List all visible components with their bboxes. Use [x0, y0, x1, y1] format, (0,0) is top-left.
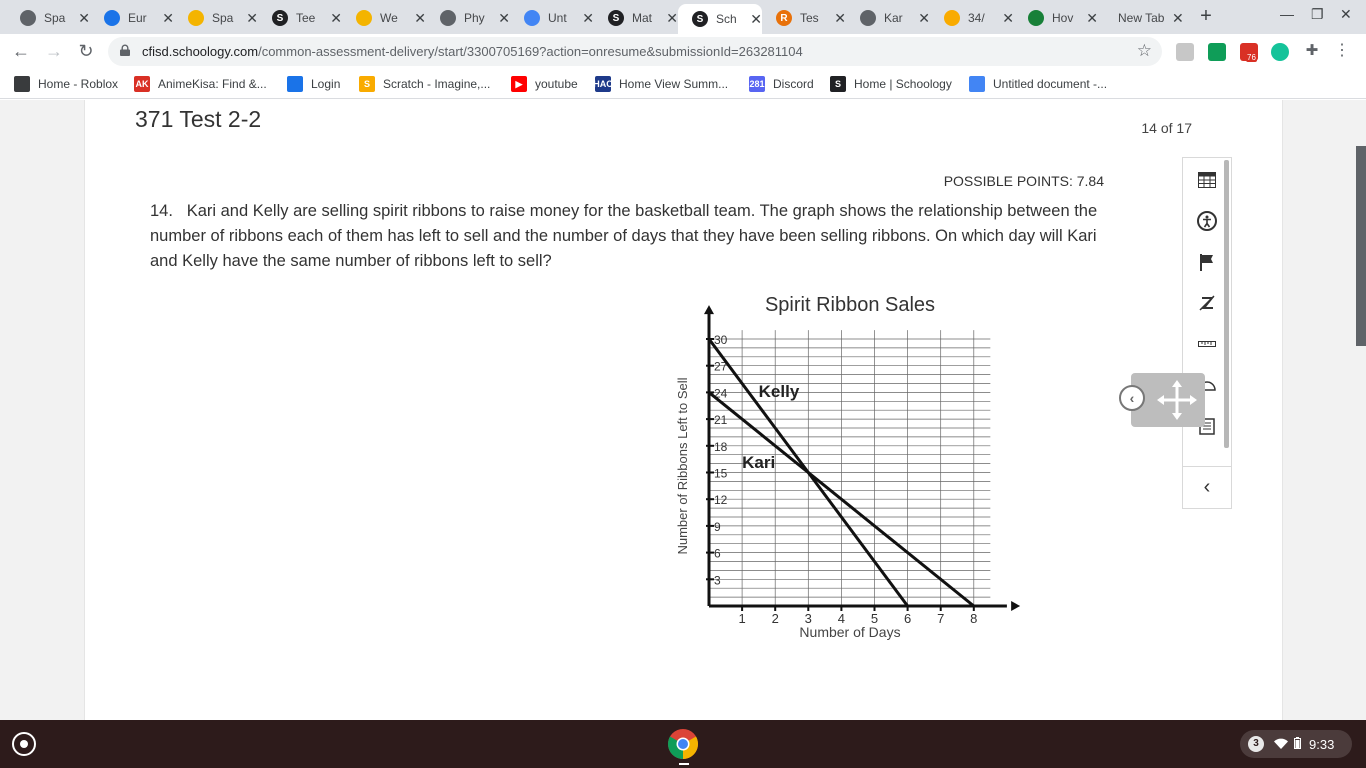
tab-close-icon[interactable]: ✕ [750, 10, 762, 27]
bookmark-label: Home | Schoology [854, 77, 952, 91]
x-tick-label: 3 [804, 611, 812, 626]
tab-label: Kar [884, 11, 903, 25]
x-tick-label: 1 [738, 611, 746, 626]
extension-icon-3[interactable] [1240, 43, 1258, 61]
tab-label: Eur [128, 11, 147, 25]
tab-close-icon[interactable]: ✕ [246, 9, 258, 26]
extension-badge: 76 [1247, 53, 1256, 62]
bookmark-1[interactable] [134, 76, 267, 92]
tab-label: Mat [632, 11, 653, 25]
tab-label: Hov [1052, 11, 1074, 25]
tab-label: Spa [44, 11, 66, 25]
launcher-icon[interactable] [12, 732, 36, 756]
extension-icon-2[interactable] [1208, 43, 1226, 61]
flag-icon[interactable] [1195, 250, 1219, 274]
y-tick-label: 12 [714, 493, 728, 508]
question-text [150, 199, 1100, 274]
bookmark-7[interactable] [830, 76, 952, 92]
x-tick-label: 8 [970, 611, 978, 626]
clock-time: 9:33 [1309, 736, 1335, 752]
tab-12[interactable] [1014, 4, 1098, 32]
tab-favicon-icon: S [692, 11, 708, 27]
bookmark-3[interactable] [359, 76, 490, 92]
restore-icon[interactable]: ❐ [1311, 6, 1324, 22]
url-path: /common-assessment-delivery/start/3300705169?action=onresume&submissionId=263281104 [258, 44, 803, 59]
y-tick-label: 15 [714, 466, 728, 481]
bookmarks-bar [0, 69, 1366, 99]
tab-close-icon[interactable]: ✕ [498, 9, 510, 26]
tab-favicon-icon [188, 10, 204, 26]
tab-label: Tes [800, 11, 819, 25]
active-app-indicator [679, 763, 689, 765]
tab-favicon-icon [356, 10, 372, 26]
strikethrough-icon[interactable] [1195, 291, 1219, 315]
question-counter: 14 of 17 [1141, 120, 1192, 136]
status-tray[interactable] [1240, 730, 1352, 758]
tab-6[interactable] [510, 4, 594, 32]
tab-close-icon[interactable]: ✕ [78, 9, 90, 26]
tab-7[interactable] [594, 4, 678, 32]
tab-close-icon[interactable]: ✕ [834, 9, 846, 26]
tab-label: New Tab [1118, 11, 1165, 25]
tab-close-icon[interactable]: ✕ [1086, 9, 1098, 26]
battery-icon [1294, 737, 1301, 752]
tab-3[interactable] [258, 4, 342, 32]
bookmark-favicon-icon: HAC [595, 76, 611, 92]
tools-scrollbar[interactable] [1224, 160, 1229, 448]
bookmark-6[interactable] [749, 76, 814, 92]
y-tick-label: 9 [714, 519, 721, 534]
back-button[interactable]: ← [12, 41, 30, 61]
lock-icon [120, 45, 130, 56]
tab-label: Spa [212, 11, 234, 25]
bookmark-8[interactable] [969, 76, 1107, 92]
x-axis-label: Number of Days [799, 624, 901, 640]
tab-close-icon[interactable]: ✕ [162, 9, 174, 26]
browser-toolbar [0, 34, 1366, 69]
y-tick-label: 18 [714, 439, 728, 454]
bookmark-0[interactable] [14, 76, 118, 92]
tab-label: Phy [464, 11, 485, 25]
tab-strip [0, 0, 1366, 34]
possible-points: POSSIBLE POINTS: 7.84 [943, 173, 1104, 189]
y-axis-label: Number of Ribbons Left to Sell [675, 377, 690, 555]
series-label-kelly: Kelly [758, 381, 800, 401]
bookmark-favicon-icon [287, 76, 303, 92]
bookmark-2[interactable] [287, 76, 340, 92]
extensions-puzzle-icon[interactable]: ✚ [1305, 42, 1319, 59]
question-number: 14. [150, 202, 173, 220]
tools-panel [1182, 157, 1232, 509]
x-axis-arrow [1011, 601, 1020, 611]
tab-favicon-icon: R [776, 10, 792, 26]
bookmark-favicon-icon [969, 76, 985, 92]
tab-close-icon[interactable]: ✕ [582, 9, 594, 26]
tab-8[interactable] [678, 4, 762, 34]
tab-favicon-icon [20, 10, 36, 26]
tab-favicon-icon [104, 10, 120, 26]
series-label-kari: Kari [742, 453, 776, 473]
test-title: 371 Test 2-2 [135, 106, 262, 132]
x-tick-label: 2 [771, 611, 779, 626]
tab-close-icon[interactable]: ✕ [414, 9, 426, 26]
assessment-panel [84, 100, 1283, 720]
bookmark-label: AnimeKisa: Find &... [158, 77, 267, 91]
bookmark-label: Untitled document -... [993, 77, 1108, 91]
y-tick-label: 6 [714, 546, 721, 561]
y-axis-arrow [704, 305, 714, 314]
forward-button[interactable]: → [45, 41, 63, 61]
y-tick-label: 30 [714, 333, 728, 347]
bookmark-5[interactable] [595, 76, 728, 92]
tab-close-icon[interactable]: ✕ [918, 9, 930, 26]
tab-2[interactable] [174, 4, 258, 32]
bookmark-favicon-icon [14, 76, 30, 92]
chrome-icon[interactable] [667, 728, 699, 760]
tab-close-icon[interactable]: ✕ [1002, 9, 1014, 26]
tab-favicon-icon [860, 10, 876, 26]
y-tick-label: 3 [714, 573, 721, 588]
tab-4[interactable] [342, 4, 426, 32]
x-tick-label: 4 [837, 611, 846, 626]
tab-close-icon[interactable]: ✕ [666, 9, 678, 26]
wifi-icon [1274, 737, 1288, 752]
tab-1[interactable] [90, 4, 174, 32]
close-window-icon[interactable]: ✕ [1340, 6, 1352, 22]
tab-label: Tee [296, 11, 316, 25]
y-tick-label: 27 [714, 359, 728, 374]
ruler-icon[interactable] [1195, 332, 1219, 356]
bookmark-label: youtube [535, 77, 578, 91]
bookmark-label: Discord [773, 77, 814, 91]
tab-favicon-icon [524, 10, 540, 26]
y-tick-label: 24 [714, 386, 728, 401]
bookmark-label: Home View Summ... [619, 77, 729, 91]
spirit-ribbon-chart [585, 288, 978, 644]
x-tick-label: 5 [870, 611, 879, 626]
question-body: Kari and Kelly are selling spirit ribbons to raise money for the basketball team. The graph shows the relationship between the number of ribbons each of them has left to sell and the number of days that they have been selling ribbons. On which day will Kari and Kelly have the same number of ribbons left to sell? [150, 202, 1098, 270]
tab-close-icon[interactable]: ✕ [1172, 9, 1184, 26]
tab-label: We [380, 11, 398, 25]
tab-13[interactable] [1098, 4, 1188, 32]
tab-0[interactable] [6, 4, 90, 32]
move-arrows-icon[interactable] [1155, 378, 1199, 422]
chart-title: Spirit Ribbon Sales [764, 294, 936, 316]
accessibility-icon[interactable] [1195, 209, 1219, 233]
collapse-tools-button[interactable]: ‹ [1183, 466, 1231, 508]
bookmark-favicon-icon: S [359, 76, 375, 92]
bookmark-favicon-icon: ▶ [511, 76, 527, 92]
bookmark-label: Scratch - Imagine,... [383, 77, 491, 91]
tab-label: Sch [716, 12, 737, 26]
y-tick-label: 21 [714, 413, 728, 428]
tab-favicon-icon [944, 10, 960, 26]
tab-favicon-icon [440, 10, 456, 26]
tab-10[interactable] [846, 4, 930, 32]
bookmark-label: Home - Roblox [38, 77, 119, 91]
address-bar[interactable] [108, 37, 1162, 66]
url-text [142, 44, 803, 59]
tab-favicon-icon [1028, 10, 1044, 26]
back-arrow-icon[interactable]: ‹ [1119, 385, 1145, 411]
minimize-icon[interactable]: — [1280, 6, 1294, 22]
grammarly-icon[interactable] [1271, 43, 1289, 61]
bookmark-star-icon[interactable]: ☆ [1136, 41, 1152, 60]
tab-favicon-icon: S [608, 10, 624, 26]
calculator-icon[interactable] [1195, 168, 1219, 192]
kebab-menu-icon[interactable]: ⋮ [1334, 42, 1350, 59]
bookmark-4[interactable] [511, 76, 578, 92]
tab-9[interactable] [762, 4, 846, 32]
tab-close-icon[interactable]: ✕ [330, 9, 342, 26]
extension-icon-1[interactable] [1176, 43, 1194, 61]
url-host: cfisd.schoology.com [142, 44, 259, 59]
reload-button[interactable]: ↻ [78, 41, 94, 61]
os-shelf [0, 720, 1366, 768]
new-tab-button[interactable]: + [1200, 5, 1212, 27]
move-tool-widget[interactable] [1131, 373, 1205, 427]
bookmark-label: Login [311, 77, 341, 91]
bookmark-favicon-icon: 281 [749, 76, 765, 92]
x-tick-label: 7 [937, 611, 945, 626]
bookmark-favicon-icon: S [830, 76, 846, 92]
tab-11[interactable] [930, 4, 1014, 32]
tab-favicon-icon: S [272, 10, 288, 26]
tab-label: Unt [548, 11, 567, 25]
tab-label: 34/ [968, 11, 985, 25]
x-tick-label: 6 [903, 611, 912, 626]
notification-count: 3 [1248, 736, 1264, 752]
page-scrollbar[interactable] [1356, 146, 1366, 346]
bookmark-favicon-icon: AK [134, 76, 150, 92]
tab-5[interactable] [426, 4, 510, 32]
